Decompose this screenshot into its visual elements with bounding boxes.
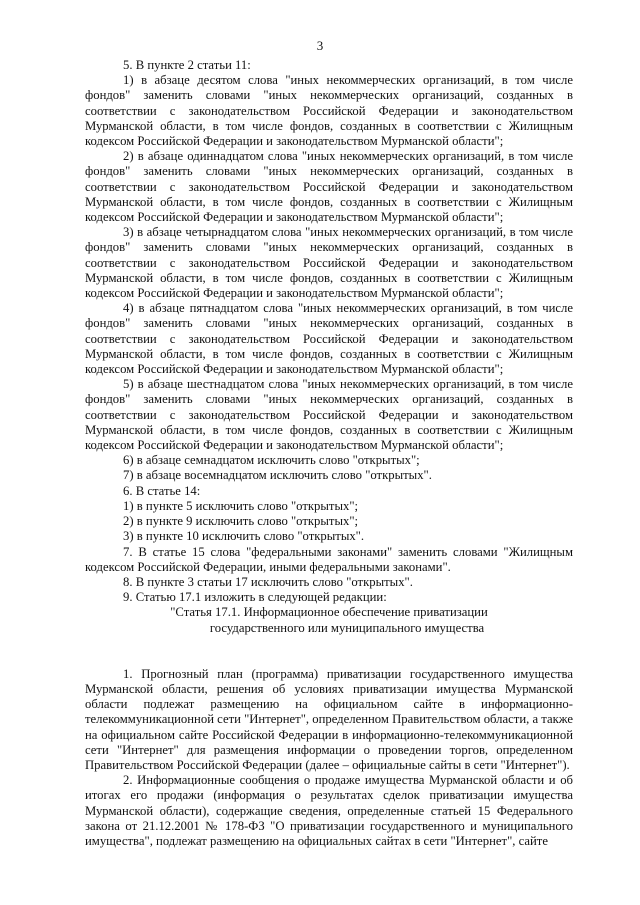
paragraph-subitem-1: 1) в абзаце десятом слова "иных некоммерческих организаций, в том числе фондов" заменить словами "иных некоммерческих организаций, созданных в соответствии с законодательством Российской Федерации и законодательством Мурманской области, в том числе фондов, созданных в соответствии с Жилищным кодексом Российской Федерации и законодательством Мурманской области"; <box>85 73 573 149</box>
section-gap <box>85 636 573 667</box>
paragraph-item-5-heading: 5. В пункте 2 статьи 11: <box>123 58 251 72</box>
paragraph-subitem-6: 6) в абзаце семнадцатом исключить слово "открытых"; <box>123 453 420 468</box>
document-body <box>85 58 573 849</box>
article-paragraph-2: 2. Информационные сообщения о продаже имущества Мурманской области и об итогах его продажи (информация о результатах сделок приватизации имущества Мурманской области), содержащие сведения, определенные статьей 15 Федерального закона от 21.12.2001 № 178-ФЗ "О приватизации государственного и муниципального имущества", подлежат размещению на официальных сайтах в сети "Интернет", сайте <box>85 773 573 848</box>
paragraph-item-6-sub-2: 2) в пункте 9 исключить слово "открытых"; <box>123 514 359 529</box>
paragraph-subitem-5: 5) в абзаце шестнадцатом слова "иных некоммерческих организаций, в том числе фондов" заменить словами "иных некоммерческих организаций, созданных в соответствии с законодательством Российской Федерации и законодательством Мурманской области, в том числе фондов, созданных в соответствии с Жилищным кодексом Российской Федерации и законодательством Мурманской области"; <box>85 377 573 453</box>
paragraph-subitem-3: 3) в абзаце четырнадцатом слова "иных некоммерческих организаций, в том числе фондов" заменить словами "иных некоммерческих организаций, созданных в соответствии с законодательством Российской Федерации и законодательством Мурманской области, в том числе фондов, созданных в соответствии с Жилищным кодексом Российской Федерации и законодательством Мурманской области"; <box>85 225 573 301</box>
paragraph-subitem-4: 4) в абзаце пятнадцатом слова "иных некоммерческих организаций, в том числе фондов" заменить словами "иных некоммерческих организаций, созданных в соответствии с законодательством Российской Федерации и законодательством Мурманской области, в том числе фондов, созданных в соответствии с Жилищным кодексом Российской Федерации и законодательством Мурманской области"; <box>85 301 573 377</box>
paragraph-item-6-heading: 6. В статье 14: <box>123 483 201 498</box>
paragraph-item-8: 8. В пункте 3 статьи 17 исключить слово "открытых". <box>123 574 413 589</box>
article-paragraph-1: 1. Прогнозный план (программа) приватизации государственного имущества Мурманской области, решения об условиях приватизации имущества Мурманской области подлежат размещению на официальном сайте в информационно-телекоммуникационной сети "Интернет", определенном Правительством области, а также на официальном сайте Российской Федерации в информационно-телекоммуникационной сети "Интернет" для размещения информации о проведении торгов, определенном Правительством Российской Федерации (далее – официальные сайты в сети "Интернет"). <box>85 666 573 772</box>
article-title-line-2: государственного или муниципального имущества <box>209 620 485 635</box>
article-title-line-1: "Статья 17.1. Информационное обеспечение приватизации <box>170 605 488 620</box>
page-number: 3 <box>316 38 324 53</box>
paragraph-item-6-sub-1: 1) в пункте 5 исключить слово "открытых"; <box>123 498 359 513</box>
paragraph-item-6-sub-3: 3) в пункте 10 исключить слово "открытых". <box>123 529 365 544</box>
paragraph-subitem-2: 2) в абзаце одиннадцатом слова "иных некоммерческих организаций, в том числе фондов" заменить словами "иных некоммерческих организаций, созданных в соответствии с законодательством Российской Федерации и законодательством Мурманской области, в том числе фондов, созданных в соответствии с Жилищным кодексом Российской Федерации и законодательством Мурманской области"; <box>85 149 573 225</box>
paragraph-item-9: 9. Статью 17.1 изложить в следующей редакции: <box>123 590 387 605</box>
paragraph-item-7: 7. В статье 15 слова "федеральными законами" заменить словами "Жилищным кодексом Российской Федерации, иными федеральными законами". <box>85 544 573 574</box>
paragraph-subitem-7: 7) в абзаце восемнадцатом исключить слово "открытых". <box>123 468 432 483</box>
